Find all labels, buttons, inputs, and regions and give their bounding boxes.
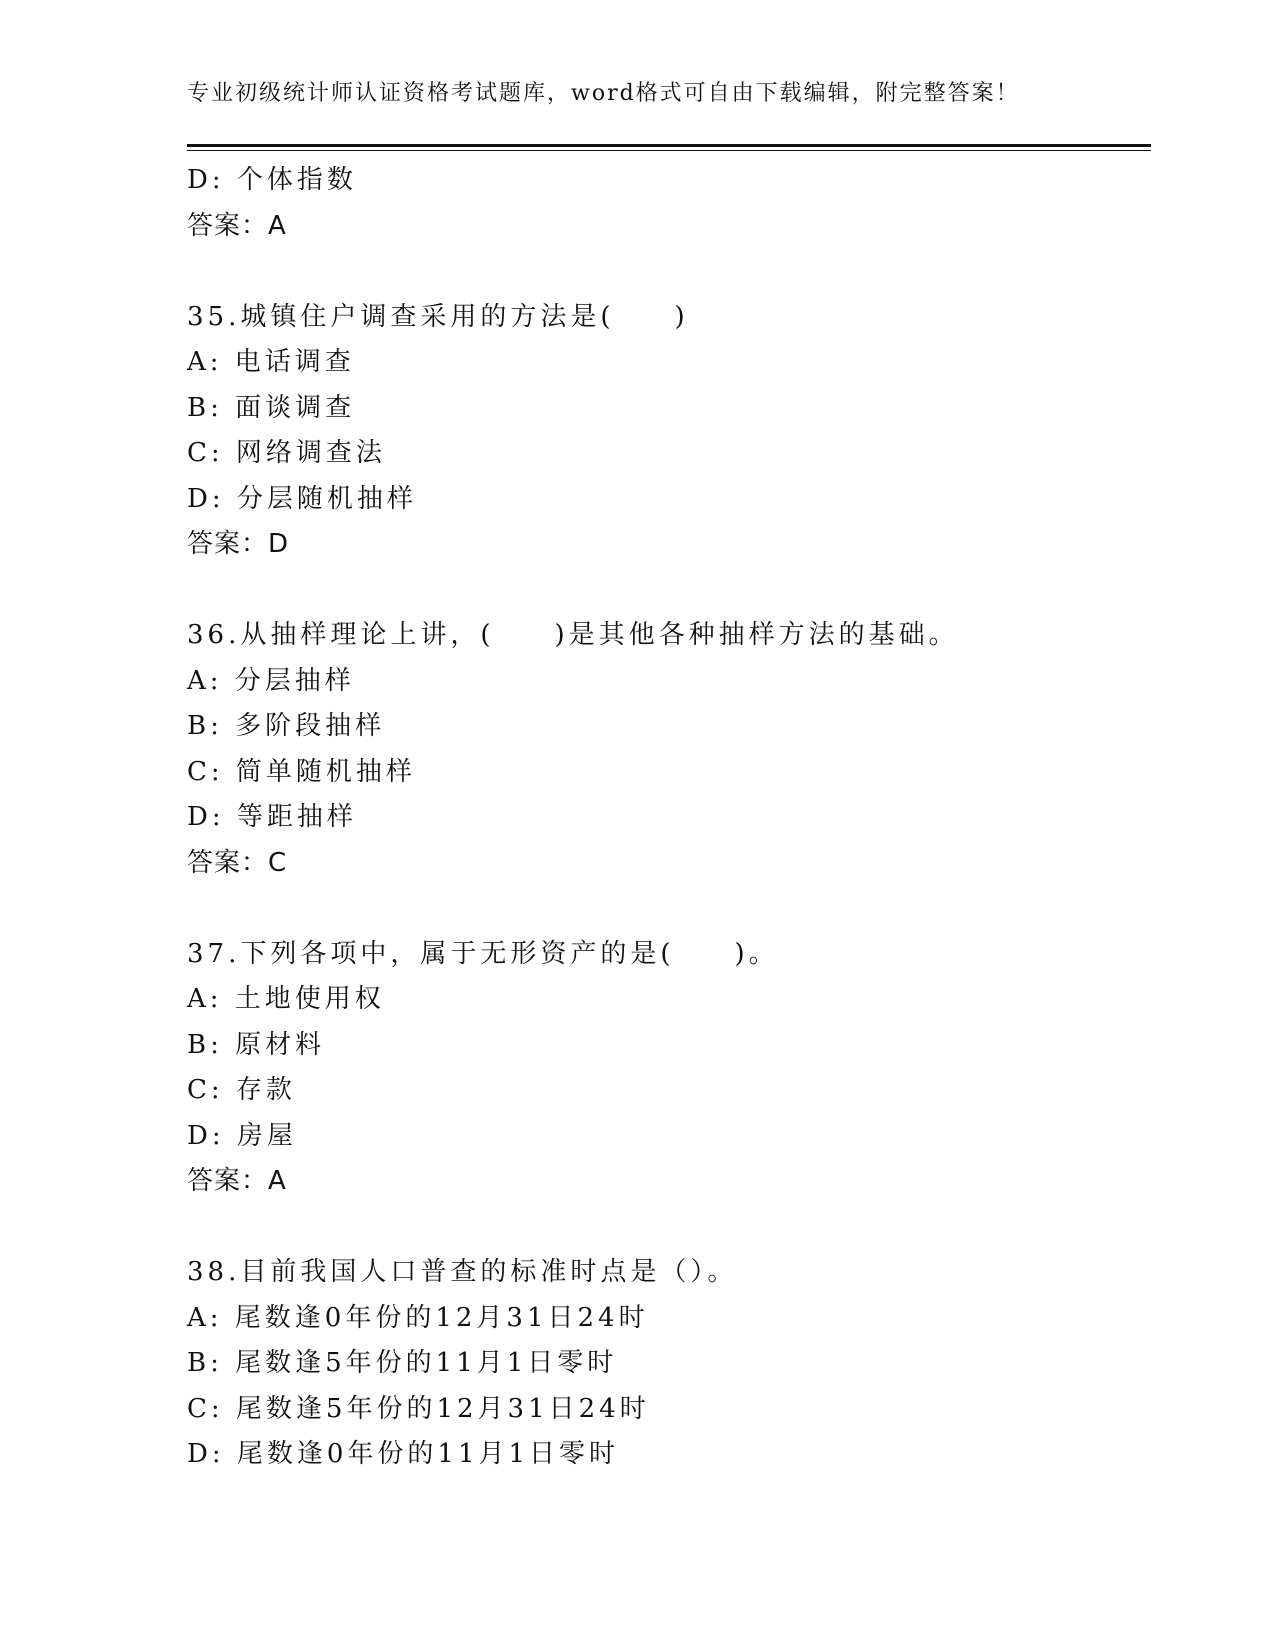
document-header: 专业初级统计师认证资格考试题库，word格式可自由下载编辑，附完整答案！ xyxy=(187,81,1020,106)
option-b: B: 面谈调查 xyxy=(187,392,356,423)
question-37 xyxy=(187,932,1151,1205)
question-stem: 36.从抽样理论上讲，( )是其他各种抽样方法的基础。 xyxy=(187,620,959,650)
option-d: D: 房屋 xyxy=(187,1120,297,1151)
spacer xyxy=(187,568,1151,614)
answer-line: 答案：A xyxy=(187,210,287,241)
option-a: A: 尾数逢0年份的12月31日24时 xyxy=(187,1302,649,1333)
question-stem: 35.城镇住户调查采用的方法是( ) xyxy=(187,301,689,332)
answer-line: 答案：D xyxy=(187,529,290,559)
option-b: B: 尾数逢5年份的11月1日零时 xyxy=(187,1348,618,1378)
question-35 xyxy=(187,295,1151,568)
option-c: C: 尾数逢5年份的12月31日24时 xyxy=(187,1393,650,1424)
option-d: D: 个体指数 xyxy=(187,165,357,195)
spacer xyxy=(187,249,1151,295)
header-rule-thick xyxy=(187,144,1151,147)
option-d: D: 分层随机抽样 xyxy=(187,483,417,514)
answer-line: 答案：C xyxy=(187,847,288,878)
option-a: A: 电话调查 xyxy=(187,347,355,377)
spacer xyxy=(187,886,1151,932)
option-d: D: 尾数逢0年份的11月1日零时 xyxy=(187,1439,620,1469)
option-a: A: 分层抽样 xyxy=(187,665,355,696)
document-body xyxy=(187,158,1151,1478)
option-a: A: 土地使用权 xyxy=(187,984,385,1014)
answer-line: 答案：A xyxy=(187,1166,287,1196)
option-c: C: 简单随机抽样 xyxy=(187,756,416,787)
option-b: B: 原材料 xyxy=(187,1029,326,1060)
spacer xyxy=(187,1205,1151,1251)
option-d: D: 等距抽样 xyxy=(187,802,357,832)
option-b: B: 多阶段抽样 xyxy=(187,711,386,741)
question-stem: 38.目前我国人口普查的标准时点是（）。 xyxy=(187,1257,738,1287)
option-c: C: 存款 xyxy=(187,1075,296,1105)
question-36 xyxy=(187,613,1151,886)
question-38 xyxy=(187,1250,1151,1478)
question-stem: 37.下列各项中，属于无形资产的是( )。 xyxy=(187,938,779,969)
option-c: C: 网络调查法 xyxy=(187,438,386,468)
header-rule-thin xyxy=(187,150,1151,151)
previous-question-tail xyxy=(187,158,1151,249)
